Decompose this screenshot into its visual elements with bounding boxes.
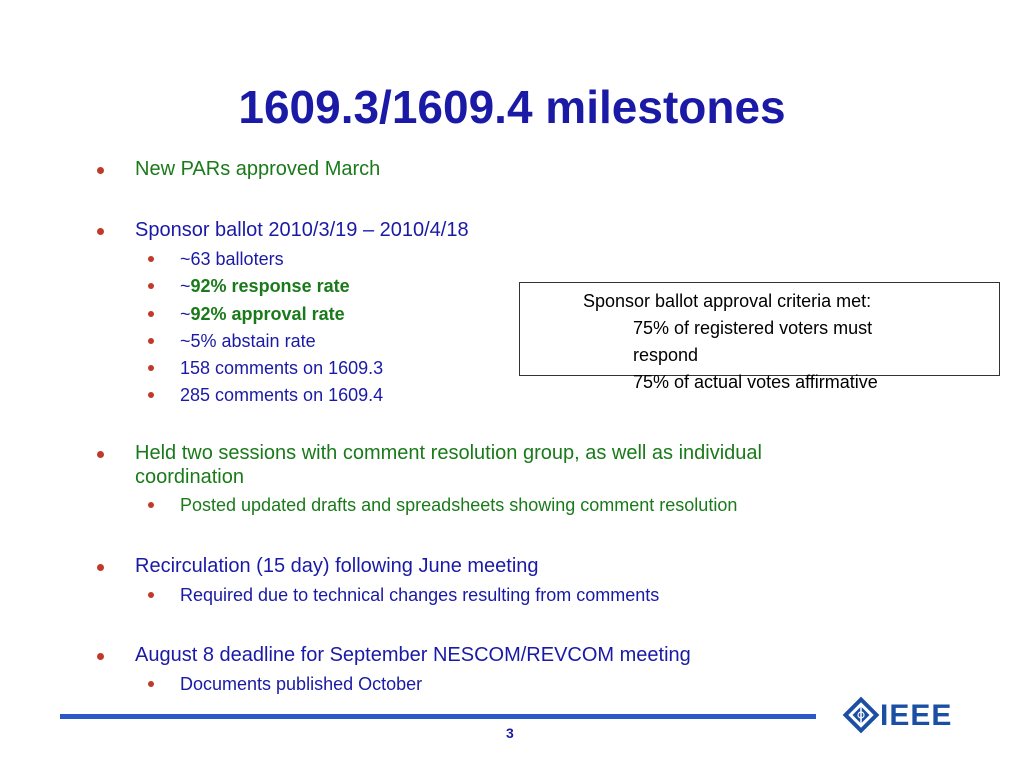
sub-bullet: ~92% response rate [180, 275, 350, 297]
bullet-dot [148, 256, 154, 262]
bullet-dot [97, 564, 104, 571]
bullet-text: Recirculation (15 day) following June meeting [135, 555, 539, 577]
bullet-dot [148, 311, 154, 317]
bullet-recirculation [135, 554, 539, 578]
footer-bar [60, 714, 816, 719]
sub-bullet: 158 comments on 1609.3 [180, 357, 383, 379]
bullet-dot [148, 392, 154, 398]
bullet-dot [97, 451, 104, 458]
bullet-dot [148, 365, 154, 371]
sub-bullet: Documents published October [180, 673, 422, 695]
bullet-sponsor-ballot [135, 218, 469, 242]
callout-heading: Sponsor ballot approval criteria met: [583, 291, 872, 311]
bullet-dot [97, 228, 104, 235]
callout-line: 75% of registered voters must [633, 318, 873, 338]
ieee-logo-text: IEEE [880, 699, 953, 732]
bullet-dot [148, 681, 154, 687]
bullet-text-cont: coordination [135, 466, 244, 488]
bullet-text: Sponsor ballot 2010/3/19 – 2010/4/18 [135, 219, 469, 241]
sub-bullet: Required due to technical changes resulting from comments [180, 584, 659, 606]
sub-bullet: ~63 balloters [180, 248, 284, 270]
bullet-dot [148, 502, 154, 508]
sub-bullet: Posted updated drafts and spreadsheets showing comment resolution [180, 494, 737, 516]
callout-line: respond [633, 345, 699, 365]
bullet-dot [97, 653, 104, 660]
criteria-callout [519, 282, 1000, 392]
bullet-text: Held two sessions with comment resolution group, as well as individual [135, 442, 762, 464]
sub-bullet: ~5% abstain rate [180, 330, 316, 352]
bullet-dot [148, 592, 154, 598]
bullet-dot [97, 167, 104, 174]
callout-line: 75% of actual votes affirmative [633, 372, 878, 392]
slide-title: 1609.3/1609.4 milestones [238, 81, 786, 133]
sub-bullet: ~92% approval rate [180, 303, 345, 325]
bullet-dot [148, 338, 154, 344]
bullet-dot [148, 283, 154, 289]
page-number: 3 [506, 725, 514, 741]
bullet-sessions [135, 441, 975, 489]
bullet-text: New PARs approved March [135, 158, 381, 180]
bullet-deadline [135, 643, 691, 667]
sub-bullet: 285 comments on 1609.4 [180, 384, 383, 406]
bullet-new-pars [135, 157, 380, 181]
bullet-text: August 8 deadline for September NESCOM/REVCOM meeting [135, 644, 691, 666]
